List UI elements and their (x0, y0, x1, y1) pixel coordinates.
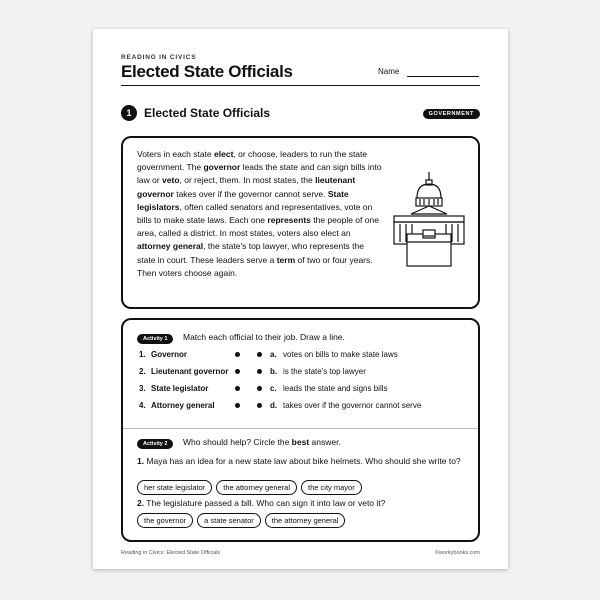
activity1-badge: Activity 1 (137, 334, 173, 344)
official-item: 2. Lieutenant governor (139, 367, 229, 376)
answer-option[interactable]: the governor (137, 513, 193, 528)
right-match-dot[interactable] (257, 369, 262, 374)
section-title: Elected State Officials (144, 106, 271, 120)
job-item: b. is the state's top lawyer (270, 367, 366, 376)
name-label: Name (378, 67, 400, 76)
left-match-dot[interactable] (235, 369, 240, 374)
job-item: c. leads the state and signs bills (270, 384, 388, 393)
left-match-dot[interactable] (235, 403, 240, 408)
section-number: 1 (121, 105, 137, 121)
reading-passage: Voters in each state elect, or choose, leaders to run the state government. The governor leads the state and can sign bills into law or veto, or reject, them. In most states, the lieutenant governor takes over if the governor cannot serve. State legislators, often called senators and representatives, vote on bills to make state laws. Each one represents the people of one area, called a district. In most states, voters also elect an attorney general, the state's top lawyer, who represents the state in court. These leaders serve a term of two or four years. Then voters choose again. (137, 149, 382, 278)
match-row (139, 384, 469, 401)
capitol-ballot-box-icon (389, 170, 469, 270)
activity1-instruction: Match each official to their job. Draw a line. (183, 332, 345, 342)
worksheet-page (93, 29, 508, 569)
official-item: 1. Governor (139, 350, 188, 359)
right-match-dot[interactable] (257, 403, 262, 408)
matching-table (139, 350, 469, 418)
page-title: Elected State Officials (121, 62, 293, 81)
footer-copyright: ©workybooks.com (434, 550, 480, 556)
left-match-dot[interactable] (235, 386, 240, 391)
match-row (139, 350, 469, 367)
activity2-badge: Activity 2 (137, 439, 173, 449)
activities-box (121, 318, 480, 542)
header-divider (121, 85, 480, 86)
official-item: 4. Attorney general (139, 401, 215, 410)
activity2-instruction: Who should help? Circle the best answer. (183, 437, 341, 447)
activity-divider (123, 428, 478, 429)
match-row (139, 367, 469, 384)
worksheet-kicker: READING IN CIVICS (121, 54, 197, 61)
answer-option[interactable]: her state legislator (137, 480, 212, 495)
left-match-dot[interactable] (235, 352, 240, 357)
question-1-options (137, 480, 362, 495)
name-line (407, 76, 479, 77)
answer-option[interactable]: the attorney general (265, 513, 346, 528)
right-match-dot[interactable] (257, 386, 262, 391)
job-item: d. takes over if the governor cannot serve (270, 401, 422, 410)
question-2: 2. The legislature passed a bill. Who can sign it into law or veto it? (137, 498, 386, 508)
official-item: 3. State legislator (139, 384, 209, 393)
reading-passage-box (121, 136, 480, 309)
question-2-options (137, 513, 345, 528)
answer-option[interactable]: a state senator (197, 513, 261, 528)
match-row (139, 401, 469, 418)
job-item: a. votes on bills to make state laws (270, 350, 398, 359)
right-match-dot[interactable] (257, 352, 262, 357)
answer-option[interactable]: the attorney general (216, 480, 297, 495)
section-badge: GOVERNMENT (423, 109, 480, 119)
question-1: 1. Maya has an idea for a new state law about bike helmets. Who should she write to? (137, 456, 461, 466)
footer-title: Reading in Civics: Elected State Officials (121, 550, 221, 556)
answer-option[interactable]: the city mayor (301, 480, 362, 495)
